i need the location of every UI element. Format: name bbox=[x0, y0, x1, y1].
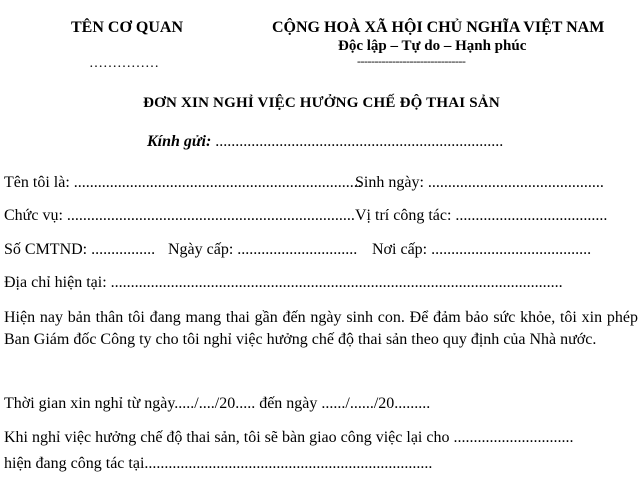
dob-field[interactable]: Sinh ngày: ............................................ bbox=[355, 174, 604, 191]
agency-name: TÊN CƠ QUAN bbox=[71, 19, 184, 36]
country-name: CỘNG HOÀ XÃ HỘI CHỦ NGHĨA VIỆT NAM bbox=[272, 19, 605, 36]
leave-period-line[interactable]: Thời gian xin nghỉ từ ngày...../..../20..... đến ngày ....../....../20......... bbox=[4, 395, 431, 412]
body-paragraph: Hiện nay bản thân tôi đang mang thai gần đến ngày sinh con. Để đảm bảo sức khỏe, tôi xin phép Ban Giám đốc Công ty cho tôi nghỉ việc hưởng chế độ thai sản theo quy định của Nhà nước. bbox=[4, 309, 638, 348]
issue-date-field[interactable]: Ngày cấp: .............................. bbox=[168, 241, 358, 258]
name-field[interactable]: Tên tôi là: ........................................................................ bbox=[4, 174, 362, 191]
id-number-field[interactable]: Số CMTND: ................ bbox=[4, 241, 156, 258]
greeting-label: Kính gửi: bbox=[147, 133, 212, 150]
job-place-field[interactable]: Vị trí công tác: ...................................... bbox=[355, 207, 608, 224]
greeting-line bbox=[147, 133, 503, 151]
national-motto: Độc lập – Tự do – Hạnh phúc bbox=[338, 38, 527, 54]
handover-line[interactable]: Khi nghỉ việc hưởng chế độ thai sản, tôi sẽ bàn giao công việc lại cho .............................. bbox=[4, 429, 574, 446]
address-field[interactable]: Địa chỉ hiện tại: ................................................................................................................. bbox=[4, 274, 563, 291]
motto-underline: ------------------------------- bbox=[357, 54, 466, 68]
document-title: ĐƠN XIN NGHỈ VIỆC HƯỞNG CHẾ ĐỘ THAI SẢN bbox=[143, 95, 500, 111]
position-field[interactable]: Chức vụ: ........................................................................ bbox=[4, 207, 355, 224]
handover-continued-line[interactable]: hiện đang công tác tại........................................................................ bbox=[4, 455, 433, 472]
agency-dots: …………… bbox=[89, 56, 159, 71]
greeting-recipient-blank[interactable]: ........................................................................ bbox=[211, 133, 504, 150]
issue-place-field[interactable]: Nơi cấp: ........................................ bbox=[372, 241, 592, 258]
